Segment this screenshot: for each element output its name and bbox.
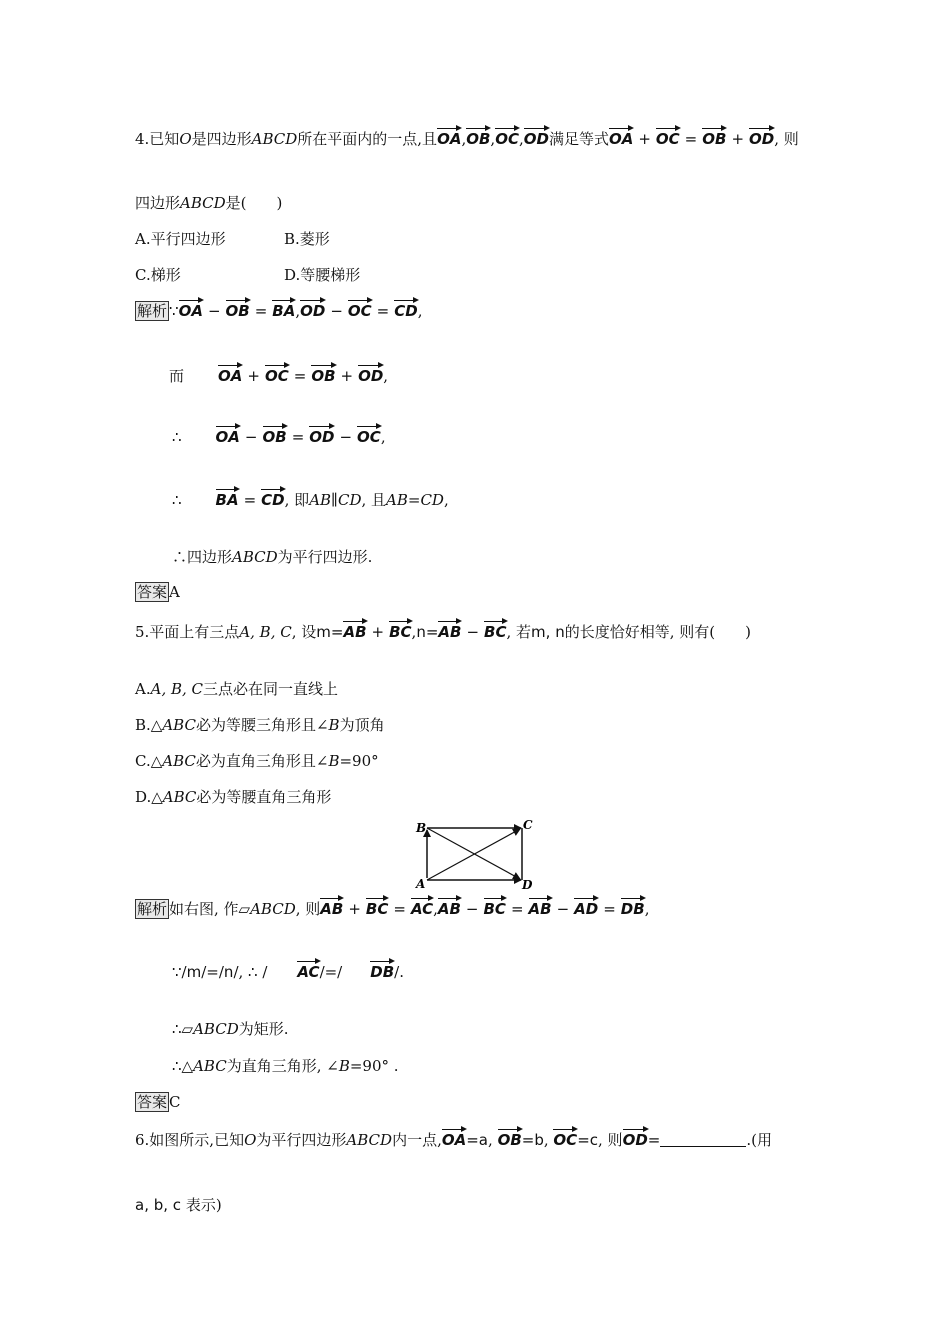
text: 为矩形. [238,1020,289,1038]
q4-stem-line2 [135,191,282,215]
plus-sign: + [371,623,385,641]
q5-solution-line1 [135,897,649,921]
text: ∴四边形 [172,548,233,566]
vector-oc: OC [357,428,381,446]
vector-n: n [416,623,426,641]
option-text: 必为等腰直角三角形 [196,788,332,806]
text: 为直角三角形, ∠ [226,1057,339,1075]
triangle-name: ABC [162,716,196,734]
option-text: A.平行四边形 [135,230,226,248]
comma: , [461,130,467,148]
parallel-statement: AB∥CD [309,491,362,509]
option-letter: C.△ [135,752,163,770]
vector-ba: BA [272,302,296,320]
text: 所在平面内的一点,且 [297,130,438,148]
answer-label: 答案 [137,583,168,601]
triangle-name: ABC [193,1057,227,1075]
vector-ac: AC [410,900,434,918]
text: 的长度恰好相等, 则有( ) [564,623,751,641]
quad-name: ABCD [250,900,296,918]
option-letter: D.△ [135,788,163,806]
minus-sign: − [339,428,353,446]
option-text: 必为直角三角形且∠ [195,752,329,770]
vector-db: DB [370,963,395,981]
quad-name: ABCD [251,130,298,148]
solution-label: 解析 [137,302,168,320]
text: 表示) [181,1196,222,1214]
q5-option-c [135,749,379,773]
text: ∴▱ [172,1020,194,1038]
text: 满足等式 [548,130,609,148]
vector-list: a, b, c [135,1196,182,1214]
text: , 且 [361,491,387,509]
comma: , [380,428,386,446]
minus-sign: − [330,302,343,320]
q4-answer [135,580,180,604]
equals-sign: = [603,900,616,918]
minus-sign: − [465,900,479,918]
minus-sign: − [556,900,570,918]
point-o: O [179,130,192,148]
vector-oa: OA [218,367,243,385]
vector-oc: OC [495,130,519,148]
vector-od: OD [309,428,335,446]
equal-statement: AB=CD [386,491,444,509]
vector-ab: AB [437,900,461,918]
vector-od: OD [749,130,775,148]
text: /=/ [201,963,224,981]
comma: , [644,900,650,918]
label-b: B [416,821,427,835]
vector-c: c [589,1131,599,1149]
quad-name: ABCD [180,194,226,212]
label-d: D [522,878,533,892]
text: , 设 [291,623,317,641]
text: , 则 [774,130,799,148]
vector-ac: AC [297,963,320,981]
vector-m: m [186,963,202,981]
text: , 则 [598,1131,623,1149]
q4-solution-line3 [172,425,386,449]
text: 如右图, 作▱ [169,900,251,918]
option-letter: B.△ [135,716,163,734]
plus-sign: + [340,367,354,385]
vector-cd: CD [261,491,285,509]
comma: , [433,900,438,918]
q5-option-b [135,713,385,737]
diagonal-ac [427,829,520,880]
plus-sign: + [731,130,745,148]
vector-ab: AB [320,900,344,918]
vector-ab: AB [438,623,462,641]
equals-sign: = [293,367,307,385]
vector-cd: CD [394,302,418,320]
vector-oc: OC [655,130,680,148]
answer-label: 答案 [137,1093,168,1111]
vector-od: OD [300,302,326,320]
vector-bc: BC [365,900,389,918]
vector-oa: OA [215,428,240,446]
q5-option-a [135,677,338,701]
q4-option-d [284,263,360,287]
text: .(用 [746,1131,772,1149]
equals-sign: = [243,491,257,509]
vector-ob: OB [466,130,491,148]
vector-oa: OA [437,130,462,148]
comma: , [417,302,423,320]
quad-name: ABCD [346,1131,393,1149]
rectangle-figure [412,816,536,892]
text: /, ∴ / [233,963,268,981]
text: /=/ [319,963,343,981]
vector-oa: OA [178,302,203,320]
equals-sign: = [376,302,390,320]
vector-od: OD [523,130,549,148]
quad-name: ABCD [232,548,278,566]
text: 是四边形 [191,130,252,148]
equals-sign: = [521,1131,535,1149]
equals-sign: = [577,1131,590,1149]
option-text: 为顶角 [339,716,385,734]
vector-ab: AB [528,900,552,918]
label-a: A [416,877,426,891]
text: 为平行四边形. [277,548,373,566]
vector-m: m [316,623,331,641]
q6-number: 6.如图所示,已知 [135,1131,245,1149]
answer-value: C [169,1093,181,1111]
option-text: 必为等腰三角形且∠ [195,716,329,734]
vector-ob: OB [225,302,250,320]
option-text: =90° [339,752,379,770]
vector-a: a [478,1131,488,1149]
vector-oc: OC [553,1131,578,1149]
solution-label: 解析 [137,900,168,918]
q6-stem-line1 [135,1128,772,1152]
text: ∵/ [172,963,187,981]
equals-sign: = [684,130,698,148]
text: ∴△ [172,1057,194,1075]
equals-sign: = [291,428,305,446]
q5-solution-line2 [172,960,404,984]
equals-sign: = [393,900,406,918]
angle-name: B [328,752,340,770]
minus-sign: − [207,302,221,320]
q4-solution-line4 [172,488,449,512]
comma: , [443,491,449,509]
q5-answer [135,1090,181,1114]
option-text: C.梯形 [135,266,181,284]
quad-name: ABCD [193,1020,239,1038]
answer-value: A [169,583,180,601]
q4-solution-line1 [135,299,422,323]
because-sign: ∵ [169,302,179,320]
angle-name: B [338,1057,350,1075]
option-text: B.菱形 [284,230,330,248]
vector-oc: OC [347,302,372,320]
equals-sign: = [510,900,524,918]
equals-sign: = [466,1131,479,1149]
vector-oa: OA [441,1131,467,1149]
points: A, B, C [239,623,292,641]
option-text: 三点必在同一直线上 [203,680,339,698]
q5-solution-line3 [172,1017,289,1041]
diagonal-bd [427,828,520,879]
option-letter: A. [135,680,151,698]
vector-oc: OC [264,367,289,385]
points: A, B, C [150,680,204,698]
vector-ob: OB [497,1131,522,1149]
triangle-name: ABC [162,788,197,806]
text: /. [394,963,404,981]
text: 四边形 [135,194,181,212]
text: , 若 [506,623,532,641]
comma: , [490,130,496,148]
q4-stem-line1 [135,127,799,151]
vector-ob: OB [311,367,336,385]
equals-sign: = [425,623,439,641]
vector-bc: BC [389,623,412,641]
plus-sign: + [247,367,260,385]
therefore-sign: ∴ [172,428,182,446]
vectors-mn: m, n [531,623,565,641]
text: , 则 [295,900,321,918]
q4-option-c [135,263,181,287]
comma: , [518,130,524,148]
equals-sign: = [254,302,268,320]
therefore-sign: ∴ [172,491,182,509]
q4-option-b [284,227,330,251]
q4-solution-line2 [169,364,388,388]
vector-oa: OA [608,130,634,148]
option-text: D.等腰梯形 [284,266,361,284]
comma: , [488,1131,493,1149]
label-c: C [523,818,533,832]
q5-solution-line4 [172,1054,399,1078]
q6-stem-line2 [135,1193,222,1217]
equals-sign: = [647,1131,661,1149]
comma: , [295,302,301,320]
comma: , [383,367,389,385]
text: =90° . [349,1057,399,1075]
text: 为平行四边形 [256,1131,347,1149]
vector-od: OD [358,367,384,385]
vector-od: OD [622,1131,648,1149]
text: 而 [169,367,185,385]
angle-name: B [328,716,340,734]
minus-sign: − [466,623,480,641]
vector-ba: BA [215,491,239,509]
minus-sign: − [244,428,258,446]
vector-ab: AB [343,623,367,641]
vector-b: b [534,1131,544,1149]
vector-ob: OB [702,130,727,148]
text: , 即 [284,491,310,509]
vector-db: DB [620,900,645,918]
q4-conclusion [172,545,372,569]
text: 内一点, [392,1131,442,1149]
plus-sign: + [638,130,651,148]
plus-sign: + [348,900,361,918]
q5-stem [135,620,751,644]
vector-ob: OB [262,428,287,446]
answer-blank[interactable] [660,1132,746,1147]
equals-sign: = [330,623,344,641]
comma: , [543,1131,549,1149]
point-o: O [244,1131,257,1149]
q4-number: 4.已知 [135,130,180,148]
vector-bc: BC [483,900,506,918]
q4-option-a [135,227,226,251]
vector-bc: BC [484,623,507,641]
q5-option-d [135,785,331,809]
comma: , [411,623,417,641]
vector-n: n [223,963,234,981]
triangle-name: ABC [162,752,196,770]
q5-number: 5.平面上有三点 [135,623,240,641]
vector-ad: AD [574,900,599,918]
text: 是( ) [225,194,283,212]
